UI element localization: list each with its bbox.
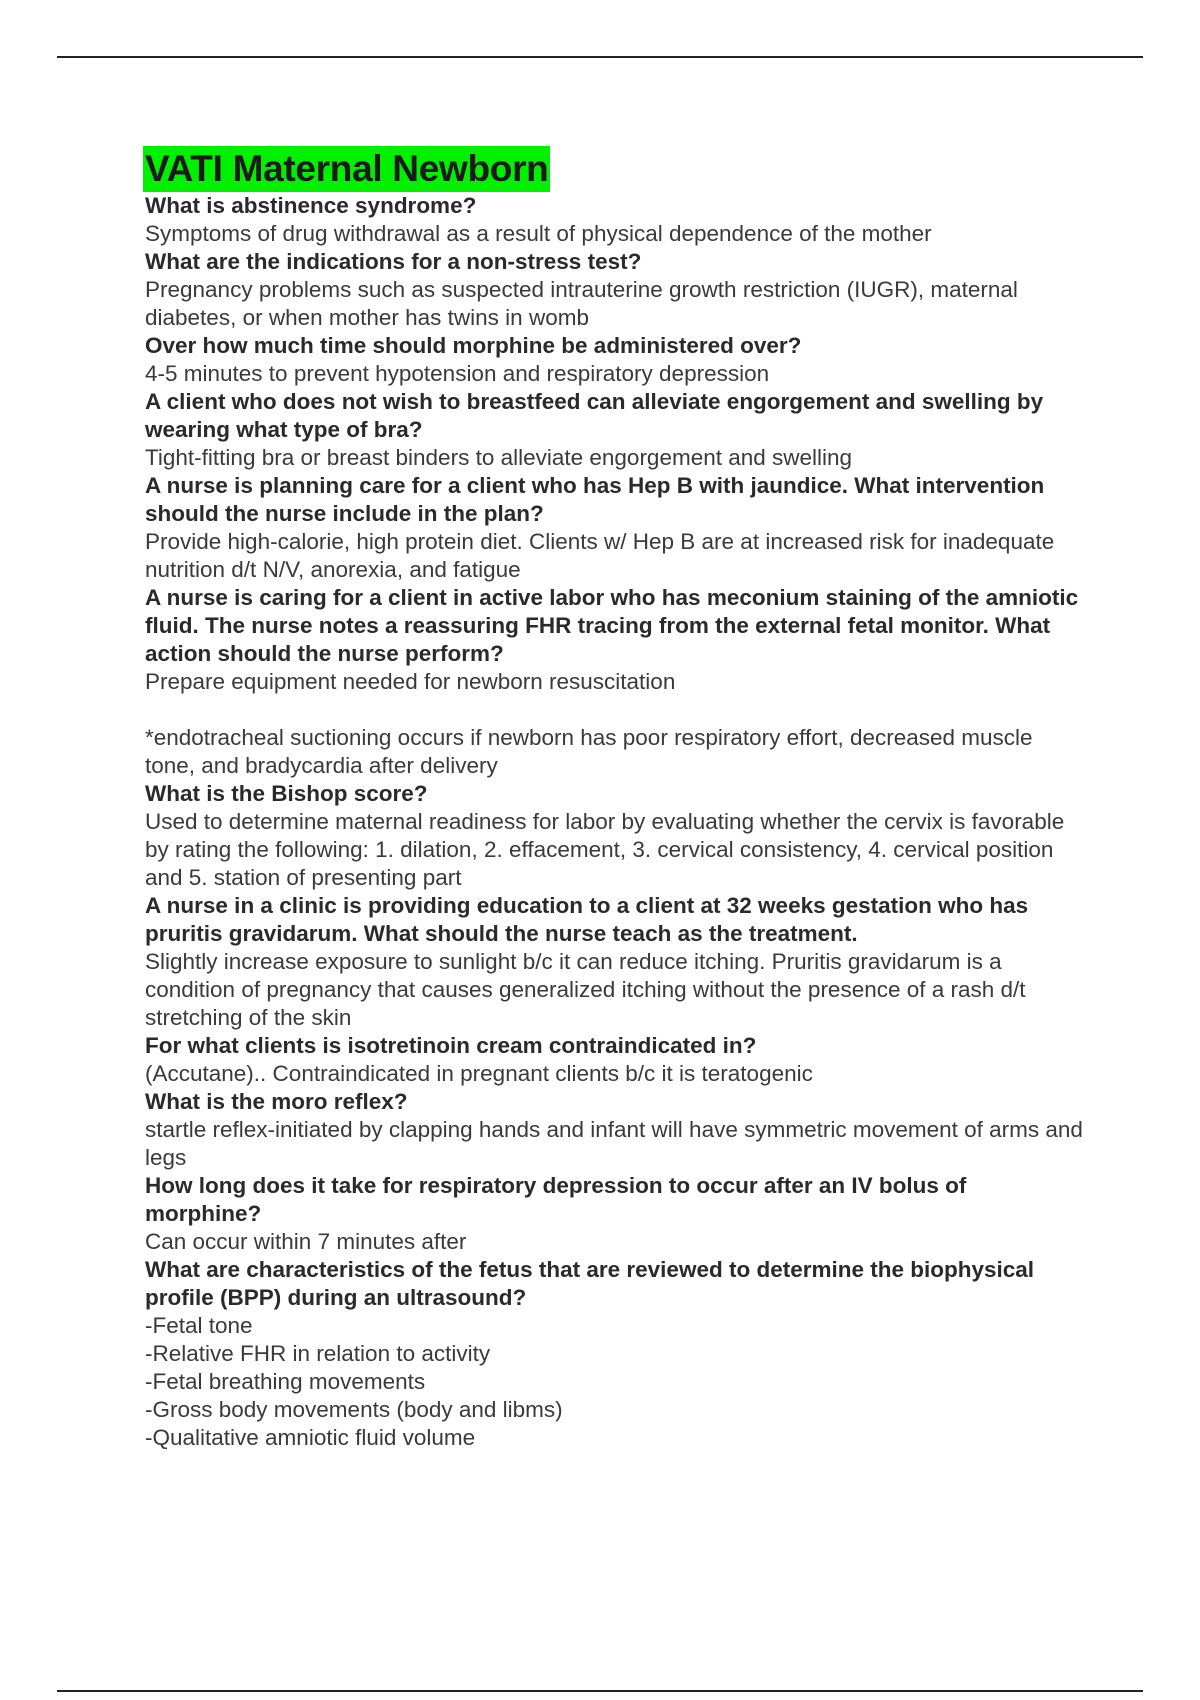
answer-text: Pregnancy problems such as suspected intrauterine growth restriction (IUGR), maternal diabetes, or when mother has twins in womb: [145, 277, 1018, 330]
qa-item: [145, 780, 1085, 892]
answer-text: Provide high-calorie, high protein diet. Clients w/ Hep B are at increased risk for inadequate nutrition d/t N/V, anorexia, and fatigue: [145, 529, 1055, 582]
qa-item: [145, 1032, 1085, 1088]
answer-text: (Accutane).. Contraindicated in pregnant clients b/c it is teratogenic: [145, 1061, 813, 1086]
question-text: How long does it take for respiratory depression to occur after an IV bolus of morphine?: [145, 1173, 967, 1226]
question-text: A nurse is caring for a client in active labor who has meconium staining of the amniotic fluid. The nurse notes a reassuring FHR tracing from the external fetal monitor. What action should the nurse perform?: [145, 585, 1079, 666]
question-text: What is abstinence syndrome?: [145, 193, 477, 218]
header-rule: [57, 56, 1143, 58]
answer-text: Symptoms of drug withdrawal as a result of physical dependence of the mother: [145, 221, 932, 246]
answer-text: Tight-fitting bra or breast binders to alleviate engorgement and swelling: [145, 445, 853, 470]
question-text: What are characteristics of the fetus that are reviewed to determine the biophysical profile (BPP) during an ultrasound?: [145, 1257, 1035, 1310]
question-text: A client who does not wish to breastfeed can alleviate engorgement and swelling by wearing what type of bra?: [145, 389, 1044, 442]
question-text: A nurse is planning care for a client who has Hep B with jaundice. What intervention should the nurse include in the plan?: [145, 473, 1045, 526]
document-body: [145, 146, 1085, 1452]
qa-item: [145, 1172, 1085, 1256]
qa-item: [145, 332, 1085, 388]
answer-text: Can occur within 7 minutes after: [145, 1229, 467, 1254]
answer-text: 4-5 minutes to prevent hypotension and respiratory depression: [145, 361, 770, 386]
qa-item: [145, 1088, 1085, 1172]
question-text: What are the indications for a non-stress test?: [145, 249, 642, 274]
answer-text: Slightly increase exposure to sunlight b/c it can reduce itching. Pruritis gravidarum is a condition of pregnancy that causes generalized itching without the presence of a rash d/t stretching of the skin: [145, 949, 1026, 1030]
question-text: What is the Bishop score?: [145, 781, 428, 806]
footer-rule: [57, 1690, 1143, 1692]
qa-item: [145, 192, 1085, 248]
qa-item: [145, 472, 1085, 584]
qa-item: [145, 248, 1085, 332]
question-text: Over how much time should morphine be administered over?: [145, 333, 802, 358]
answer-text: startle reflex-initiated by clapping hands and infant will have symmetric movement of arms and legs: [145, 1117, 1083, 1170]
answer-text: -Fetal tone -Relative FHR in relation to activity -Fetal breathing movements -Gross body movements (body and libms) -Qualitative amniotic fluid volume: [145, 1313, 563, 1450]
qa-item: [145, 1256, 1085, 1452]
question-text: A nurse in a clinic is providing education to a client at 32 weeks gestation who has pruritis gravidarum. What should the nurse teach as the treatment.: [145, 893, 1029, 946]
answer-text: Prepare equipment needed for newborn resuscitation *endotracheal suctioning occurs if newborn has poor respiratory effort, decreased muscle tone, and bradycardia after delivery: [145, 669, 1033, 778]
answer-text: Used to determine maternal readiness for labor by evaluating whether the cervix is favorable by rating the following: 1. dilation, 2. effacement, 3. cervical consistency, 4. cervical position and 5. station of presenting part: [145, 809, 1065, 890]
question-text: For what clients is isotretinoin cream contraindicated in?: [145, 1033, 757, 1058]
question-text: What is the moro reflex?: [145, 1089, 408, 1114]
qa-item: [145, 892, 1085, 1032]
qa-item: [145, 388, 1085, 472]
document-title: VATI Maternal Newborn: [143, 146, 550, 192]
qa-list: [145, 192, 1085, 1452]
qa-item: [145, 584, 1085, 780]
